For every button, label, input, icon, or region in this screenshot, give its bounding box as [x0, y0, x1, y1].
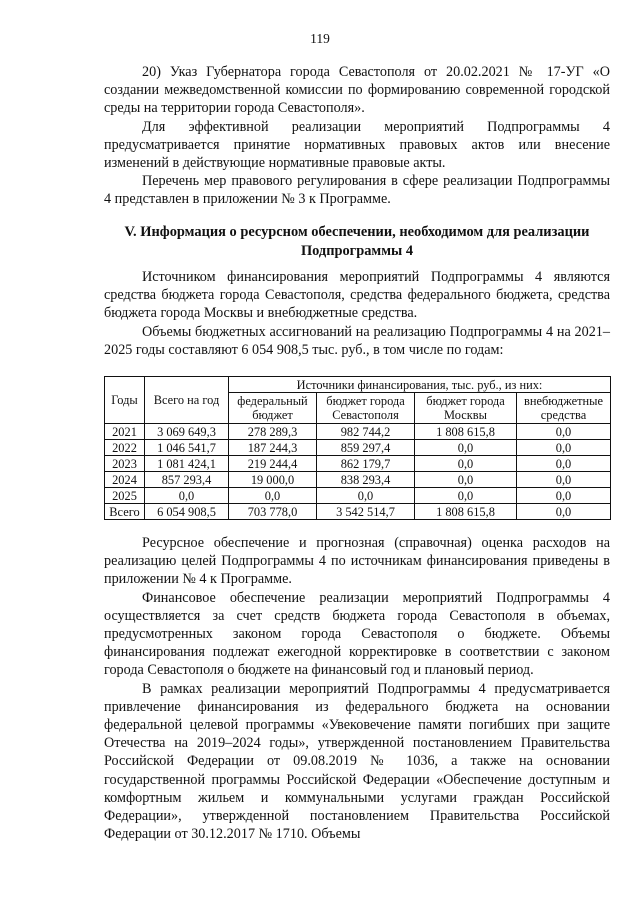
- paragraph-decree: 20) Указ Губернатора города Севастополя от 20.02.2021 № 17-УГ «О создании межведомственной комиссии по формированию современной городской среды на территории города Севастополя».: [104, 64, 610, 117]
- cell-moscow: 0,0: [415, 440, 517, 456]
- cell-total: 3 069 649,3: [145, 424, 229, 440]
- cell-total: 857 293,4: [145, 472, 229, 488]
- cell-year: 2021: [105, 424, 145, 440]
- cell-year: Всего: [105, 504, 145, 520]
- paragraph-legal-acts: Для эффективной реализации мероприятий Подпрограммы 4 предусматривается принятие нормативных правовых актов или внесение изменений в действующие нормативные правовые акты.: [104, 118, 610, 172]
- intro-section: [104, 63, 610, 209]
- cell-year: 2023: [105, 456, 145, 472]
- cell-federal: 187 244,3: [229, 440, 317, 456]
- section-heading-line-1: V. Информация о ресурсном обеспечении, необходимом для реализации: [124, 224, 590, 240]
- cell-sevastopol: 982 744,2: [317, 424, 415, 440]
- financing-section: [104, 268, 610, 359]
- section-heading: [104, 223, 610, 260]
- cell-extrabudgetary: 0,0: [517, 424, 611, 440]
- paragraph-financing-sources: Источником финансирования мероприятий Подпрограммы 4 являются средства бюджета города Севастополя, средства федерального бюджета, средства бюджета города Москвы и внебюджетные средства.: [104, 269, 610, 322]
- table-row: [105, 424, 611, 440]
- table-row: [105, 488, 611, 504]
- cell-total: 6 054 908,5: [145, 504, 229, 520]
- cell-federal: 219 244,4: [229, 456, 317, 472]
- paragraph-resource-estimate: Ресурсное обеспечение и прогнозная (справочная) оценка расходов на реализацию целей Подпрограммы 4 по источникам финансирования приведены в приложении № 4 к Программе.: [104, 535, 610, 588]
- cell-extrabudgetary: 0,0: [517, 488, 611, 504]
- cell-extrabudgetary: 0,0: [517, 472, 611, 488]
- cell-federal: 703 778,0: [229, 504, 317, 520]
- paragraph-budget-allocations: Объемы бюджетных ассигнований на реализацию Подпрограммы 4 на 2021–2025 годы составляют 6 054 908,5 тыс. руб., в том числе по годам:: [104, 323, 610, 358]
- cell-moscow: 0,0: [415, 488, 517, 504]
- cell-sevastopol: 859 297,4: [317, 440, 415, 456]
- table-row: [105, 440, 611, 456]
- cell-year: 2025: [105, 488, 145, 504]
- cell-total: 0,0: [145, 488, 229, 504]
- header-federal-budget: федеральный бюджет: [229, 393, 317, 424]
- cell-sevastopol: 862 179,7: [317, 456, 415, 472]
- table-row: [105, 456, 611, 472]
- cell-sevastopol: 0,0: [317, 488, 415, 504]
- header-total: Всего на год: [145, 377, 229, 424]
- cell-sevastopol: 838 293,4: [317, 472, 415, 488]
- cell-sevastopol: 3 542 514,7: [317, 504, 415, 520]
- cell-year: 2024: [105, 472, 145, 488]
- table-row-total: [105, 504, 611, 520]
- cell-total: 1 081 424,1: [145, 456, 229, 472]
- cell-extrabudgetary: 0,0: [517, 456, 611, 472]
- paragraph-federal-funding: В рамках реализации мероприятий Подпрограммы 4 предусматривается привлечение финансирования из федерального бюджета на основании федеральной целевой программы «Увековечение памяти погибших при защите Отечества на 2019–2024 годы», утвержденной постановлением Правительства Российской Федерации от 09.08.2019 № 1036, а также на основании государственной программы Российской Федерации «Обеспечение доступным и комфортным жильем и коммунальными услугами граждан Российской Федерации», утвержденной постановлением Правительства Российской Федерации от 30.12.2017 № 1710. Объемы: [104, 680, 610, 843]
- cell-moscow: 1 808 615,8: [415, 504, 517, 520]
- cell-moscow: 0,0: [415, 456, 517, 472]
- header-moscow-budget: бюджет города Москвы: [415, 393, 517, 424]
- cell-total: 1 046 541,7: [145, 440, 229, 456]
- cell-extrabudgetary: 0,0: [517, 504, 611, 520]
- paragraph-financial-support: Финансовое обеспечение реализации мероприятий Подпрограммы 4 осуществляется за счет средств бюджета города Севастополя в объемах, предусмотренных законом города Севастополя о бюджете. Объемы финансирования подлежат ежегодной корректировке в соответствии с законом города Севастополя о бюджете на финансовый год и плановый период.: [104, 589, 610, 679]
- cell-moscow: 1 808 615,8: [415, 424, 517, 440]
- table-row: [105, 472, 611, 488]
- header-sevastopol-budget: бюджет города Севастополя: [317, 393, 415, 424]
- cell-extrabudgetary: 0,0: [517, 440, 611, 456]
- closing-section: [104, 534, 610, 843]
- paragraph-legal-measures: Перечень мер правового регулирования в сфере реализации Подпрограммы 4 представлен в приложении № 3 к Программе.: [104, 173, 610, 208]
- header-year: Годы: [105, 377, 145, 424]
- financing-table: [104, 376, 611, 520]
- header-extrabudgetary: внебюджетные средства: [517, 393, 611, 424]
- cell-federal: 278 289,3: [229, 424, 317, 440]
- section-heading-line-2: Подпрограммы 4: [300, 242, 414, 259]
- cell-year: 2022: [105, 440, 145, 456]
- header-sources: Источники финансирования, тыс. руб., из них:: [229, 377, 611, 393]
- cell-federal: 19 000,0: [229, 472, 317, 488]
- cell-moscow: 0,0: [415, 472, 517, 488]
- cell-federal: 0,0: [229, 488, 317, 504]
- page-number: 119: [310, 31, 330, 46]
